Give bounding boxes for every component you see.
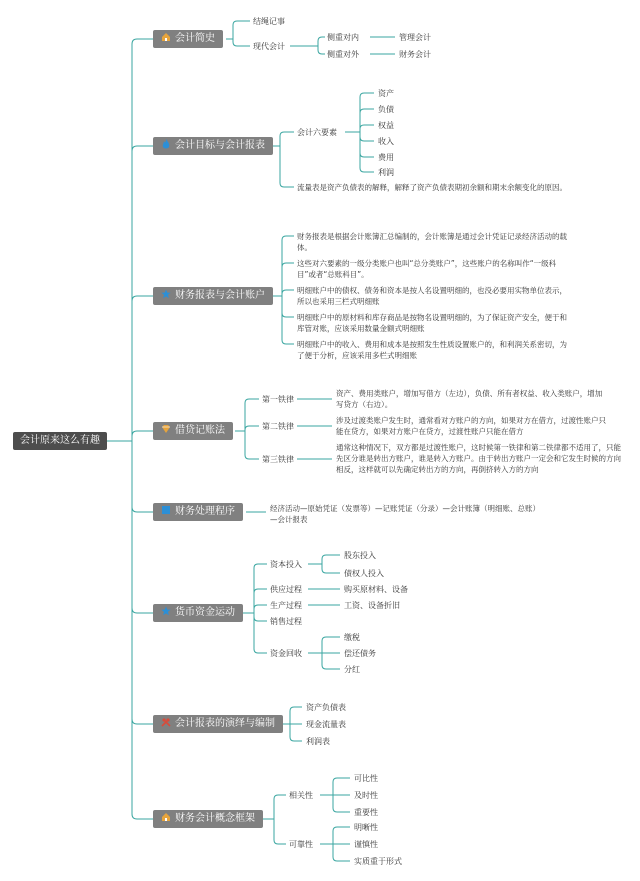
leaf-text: 明晰性 — [354, 823, 378, 832]
connector — [322, 564, 340, 573]
connector — [233, 39, 250, 46]
leaf-text: 实质重于形式 — [354, 857, 402, 866]
element-item: 权益 — [378, 121, 394, 130]
element-item: 利润 — [378, 168, 394, 177]
element-item: 资产 — [378, 89, 394, 98]
leaf-text: 分红 — [344, 665, 360, 674]
connector — [318, 46, 325, 54]
leaf-text: 债权人投入 — [344, 569, 384, 578]
connector — [132, 146, 153, 441]
square-icon — [161, 505, 171, 515]
branch-label: 财务处理程序 — [175, 506, 235, 517]
branch-node-accounts[interactable] — [153, 287, 273, 305]
connector — [274, 819, 286, 844]
leaf-text: 可靠性 — [289, 840, 313, 849]
element-item: 收入 — [378, 137, 394, 146]
connector — [245, 426, 259, 431]
branch-node-statements[interactable] — [153, 715, 283, 733]
connector — [132, 431, 153, 441]
connector — [282, 296, 294, 344]
note-text: 流量表是资产负债表的解释，解释了资产负债表期初余额和期末余额变化的原因。 — [297, 183, 567, 192]
leaf-text: 购买原材料、设备 — [344, 585, 408, 594]
branch-label: 借贷记账法 — [175, 425, 225, 436]
leaf-text: 财务会计 — [399, 50, 431, 59]
leaf-text: 及时性 — [354, 791, 378, 800]
connector — [280, 132, 294, 146]
connector — [282, 296, 294, 317]
leaf-text: 管理会计 — [399, 33, 431, 42]
leaf-text: 工资、设备折旧 — [344, 601, 400, 610]
leaf-text: 现金流量表 — [306, 720, 346, 729]
branch-node-procedure[interactable] — [153, 503, 243, 521]
star-icon — [161, 606, 171, 616]
connector — [254, 589, 267, 613]
connector — [322, 653, 340, 669]
leaf-text: 重要性 — [354, 808, 378, 817]
connector — [360, 125, 374, 132]
connector — [333, 827, 350, 844]
connector — [318, 37, 325, 46]
flame-icon — [161, 139, 171, 149]
leaf-text: 利润表 — [306, 737, 330, 746]
note-text: 涉及过渡类账户发生时，通常看对方账户的方向，如果对方在借方，过渡性账户只能在贷方，如果对方账户在贷方，过渡性账户只能在借方 — [336, 416, 606, 436]
connector — [322, 637, 340, 653]
connector — [333, 778, 350, 795]
star-icon — [161, 289, 171, 299]
branch-label: 会计简史 — [175, 33, 215, 44]
leaf-text: 生产过程 — [270, 601, 302, 610]
connector — [132, 441, 153, 819]
branch-node-framework[interactable] — [153, 810, 263, 828]
note-text: 通常这种情况下，双方都是过渡性账户，这时候第一铁律和第二铁律都不适用了，只能先区分谁是转出方账户，谁是转入方账户。由于转出方账户一定会和它发生时候的方向相反，这样就可以先确定转出方的方向，再倒挤转入方的方向 — [336, 443, 621, 474]
branch-node-objectives[interactable] — [153, 137, 273, 155]
note-text: 这些对六要素的一级分类账户也叫“总分类账户”，这些账户的名称叫作“一级科目”或者“总账科目”。 — [297, 259, 557, 279]
connector — [333, 795, 350, 812]
branch-label: 财务会计概念框架 — [175, 813, 255, 824]
gem-icon — [161, 424, 171, 434]
connector — [360, 109, 374, 132]
connector — [333, 844, 350, 861]
connector — [132, 441, 153, 613]
branch-node-cash-flow[interactable] — [153, 604, 243, 622]
tools-icon — [161, 717, 171, 727]
branch-node-history[interactable] — [153, 30, 223, 48]
leaf-text: 资本投入 — [270, 560, 302, 569]
note-text: 财务报表是根据会计账簿汇总编制的，会计账簿是通过会计凭证记录经济活动的载体。 — [297, 232, 567, 252]
connector — [132, 296, 153, 441]
connector — [254, 613, 267, 653]
connector — [132, 441, 153, 724]
branch-node-debit-credit[interactable] — [153, 422, 233, 440]
connector — [254, 605, 267, 613]
connector — [280, 146, 294, 187]
connector — [233, 21, 250, 39]
branch-label: 会计报表的演绎与编制 — [175, 718, 275, 729]
root-node[interactable]: 会计原来这么有趣 — [13, 432, 107, 450]
leaf-text: 侧重对内 — [327, 33, 359, 42]
leaf-text: 会计六要素 — [297, 128, 337, 137]
connector — [274, 795, 286, 819]
connector — [245, 431, 259, 459]
leaf-text: 侧重对外 — [327, 50, 359, 59]
branch-label: 货币资金运动 — [175, 607, 235, 618]
leaf-text: 供应过程 — [270, 585, 302, 594]
connector — [254, 613, 267, 621]
house-icon — [161, 812, 171, 822]
connector — [132, 39, 153, 441]
branch-label: 财务报表与会计账户 — [175, 290, 265, 301]
note-text: 明细账户中的原材料和库存商品是按物名设置明细的，为了保证资产安全，便于和库管对账，应该采用数量金额式明细账 — [297, 313, 567, 333]
law-label: 第三铁律 — [262, 455, 294, 464]
leaf-text: 可比性 — [354, 774, 378, 783]
leaf-text: 相关性 — [289, 791, 313, 800]
branch-label: 会计目标与会计报表 — [175, 140, 265, 151]
note-text: 明细账户中的债权、债务和资本是按人名设置明细的，也没必要用实物单位表示，所以也采用三栏式明细账 — [297, 286, 567, 306]
connector — [282, 263, 294, 296]
connector — [360, 132, 374, 141]
connector — [132, 441, 153, 512]
note-text: 资产、费用类账户，增加写借方（左边），负债、所有者权益、收入类账户，增加写贷方（右边）。 — [336, 389, 603, 409]
connector — [360, 132, 374, 172]
leaf-text: 销售过程 — [270, 617, 302, 626]
connector — [282, 290, 294, 296]
leaf-text: 偿还债务 — [344, 649, 376, 658]
note-text: 明细账户中的收入、费用和成本是按照发生性质设置账户的，和利润关系密切，为了便于分析，应该采用多栏式明细账 — [297, 340, 567, 360]
element-item: 负债 — [378, 105, 394, 114]
law-label: 第一铁律 — [262, 395, 294, 404]
leaf-text: 资产负债表 — [306, 703, 346, 712]
connector — [360, 93, 374, 132]
connector — [282, 236, 294, 296]
leaf-text: 资金回收 — [270, 649, 302, 658]
element-item: 费用 — [378, 153, 394, 162]
leaf-text: 缴税 — [344, 633, 360, 642]
leaf-text: 现代会计 — [253, 42, 285, 51]
connector — [290, 724, 302, 741]
leaf-text: 股东投入 — [344, 551, 376, 560]
connector — [322, 555, 340, 564]
leaf-text: 结绳记事 — [253, 17, 285, 26]
house-icon — [161, 32, 171, 42]
law-label: 第二铁律 — [262, 422, 294, 431]
leaf-text: 谨慎性 — [354, 840, 378, 849]
connector — [360, 132, 374, 157]
note-text: 经济活动—原始凭证（发票等）—记账凭证（分录）—会计账簿（明细账、总账）—会计报表 — [270, 504, 540, 524]
connector — [290, 707, 302, 724]
